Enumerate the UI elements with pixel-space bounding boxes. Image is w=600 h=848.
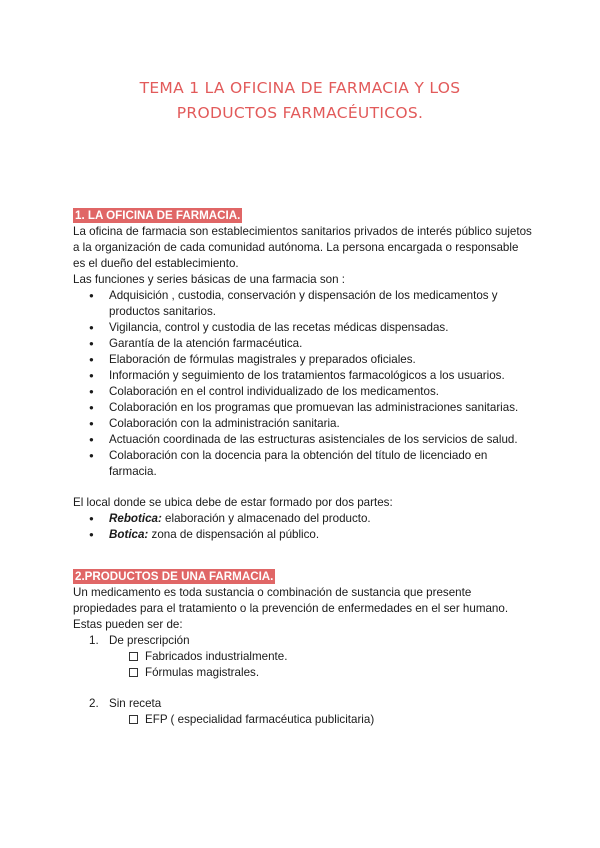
item-number: 1.	[89, 634, 99, 647]
list-item: ● Actuación coordinada de las estructuras asistenciales de los servicios de salud.	[73, 432, 533, 448]
item-label: De prescripción	[109, 634, 190, 647]
section-2-heading: 2.PRODUCTOS DE UNA FARMACIA.	[75, 570, 274, 583]
sub-item: EFP ( especialidad farmacéutica publicitaria)	[129, 712, 533, 728]
document-title	[0, 76, 600, 126]
list-item	[73, 527, 533, 543]
products-list	[73, 633, 533, 649]
desc-rebotica: elaboración y almacenado del producto.	[161, 512, 371, 525]
local-intro: El local donde se ubica debe de estar formado por dos partes:	[73, 496, 393, 509]
functions-intro: Las funciones y series básicas de una farmacia son :	[73, 273, 345, 286]
products-list-2	[73, 696, 533, 712]
title-line-1: TEMA 1 LA OFICINA DE FARMACIA Y LOS	[139, 79, 461, 97]
list-item	[73, 696, 533, 712]
list-item: ● Elaboración de fórmulas magistrales y preparados oficiales.	[73, 352, 533, 368]
list-item: ● Colaboración en el control individualizado de los medicamentos.	[73, 384, 533, 400]
desc-botica: zona de dispensación al público.	[148, 528, 320, 541]
term-botica: Botica:	[109, 528, 149, 541]
sub-item: Fabricados industrialmente.	[129, 649, 533, 665]
section-1-heading: 1. LA OFICINA DE FARMACIA.	[75, 209, 241, 222]
item-label: Sin receta	[109, 697, 162, 710]
list-item: ● Colaboración con la docencia para la obtención del título de licenciado en farmacia.	[73, 448, 533, 480]
document-body	[73, 208, 533, 728]
list-item: ● Adquisición , custodia, conservación y dispensación de los medicamentos y productos sanitarios.	[73, 288, 533, 320]
checkbox-icon	[129, 715, 138, 724]
checkbox-icon	[129, 652, 138, 661]
functions-list	[73, 288, 533, 480]
sub-item: Fórmulas magistrales.	[129, 665, 533, 681]
list-item: ● Colaboración con la administración sanitaria.	[73, 416, 533, 432]
sublist-prescription	[73, 649, 533, 681]
title-line-2: PRODUCTOS FARMACÉUTICOS.	[176, 104, 424, 122]
list-item: ● Garantía de la atención farmacéutica.	[73, 336, 533, 352]
item-number: 2.	[89, 697, 99, 710]
list-item: ● Vigilancia, control y custodia de las recetas médicas dispensadas.	[73, 320, 533, 336]
list-item: ● Colaboración en los programas que promuevan las administraciones sanitarias.	[73, 400, 533, 416]
list-item: ● Información y seguimiento de los tratamientos farmacológicos a los usuarios.	[73, 368, 533, 384]
checkbox-icon	[129, 668, 138, 677]
list-item	[73, 511, 533, 527]
parts-list	[73, 511, 533, 543]
section-1-intro: La oficina de farmacia son establecimientos sanitarios privados de interés público sujetos a la organización de cada comunidad autónoma. La persona encargada o responsable es el dueño del establecimiento.	[73, 225, 532, 270]
sublist-no-prescription	[73, 712, 533, 728]
list-item	[73, 633, 533, 649]
term-rebotica: Rebotica:	[109, 512, 162, 525]
section-2-intro: Un medicamento es toda sustancia o combinación de sustancia que presente propiedades para el tratamiento o la prevención de enfermedades en el ser humano. Estas pueden ser de:	[73, 586, 509, 631]
